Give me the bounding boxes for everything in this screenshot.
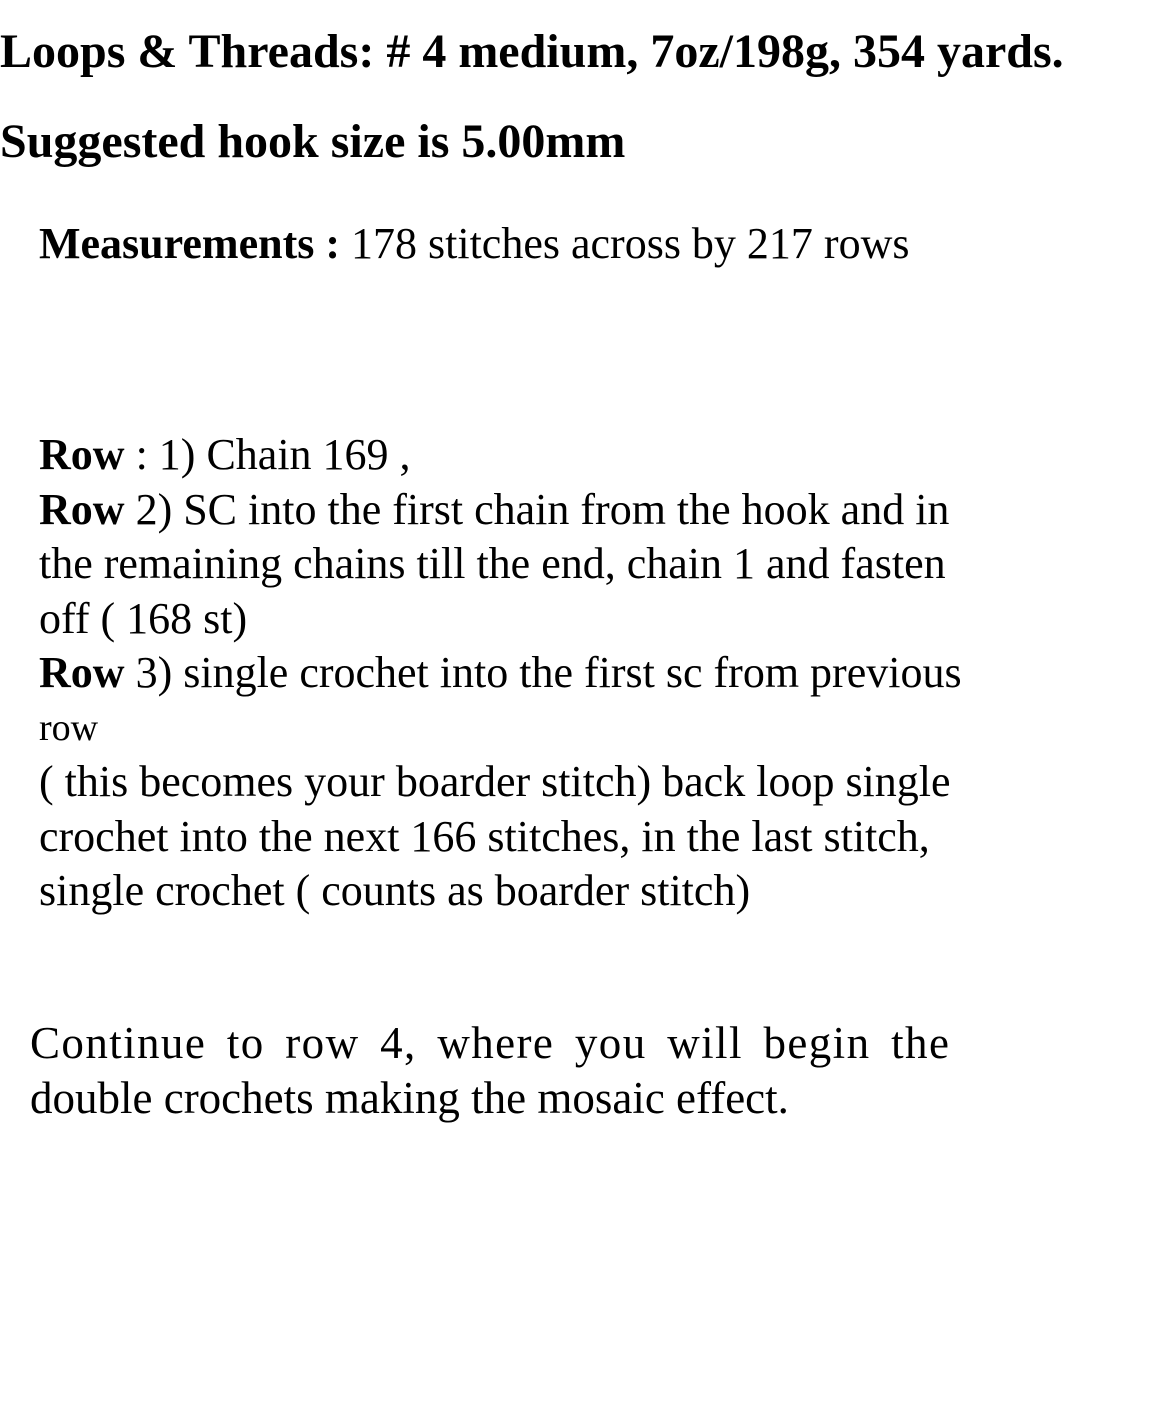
row-1 (39, 428, 1119, 483)
row-3-line-4: crochet into the next 166 stitches, in the last stitch, (39, 811, 930, 861)
row-2-line-3: off ( 168 st) (39, 593, 248, 643)
hook-size: Suggested hook size is 5.00mm (0, 115, 626, 168)
measurements (39, 216, 910, 272)
measurements-label: Measurements : (39, 219, 340, 268)
row-2-line-2: the remaining chains till the end, chain 1 and fasten (39, 539, 946, 588)
continue-note (30, 1016, 950, 1126)
row-instructions (39, 428, 1119, 919)
row-2-line-1 (39, 483, 1119, 538)
row-2-label: Row (39, 484, 125, 534)
row-3-line-2: row (39, 706, 99, 749)
row-3-line-5: single crochet ( counts as boarder stitch) (39, 866, 751, 915)
yarn-info: Loops & Threads: # 4 medium, 7oz/198g, 354 yards. (0, 25, 1064, 78)
row-3-label: Row (39, 648, 125, 697)
continue-line-1: Continue to row 4, where you will begin the (30, 1018, 951, 1068)
row-1-label: Row (39, 430, 125, 479)
row-1-text: : 1) Chain 169 , (124, 430, 411, 479)
row-3-text-1: 3) single crochet into the first sc from previous (124, 648, 962, 697)
continue-line-2: double crochets making the mosaic effect. (30, 1073, 789, 1123)
row-3-line-3: ( this becomes your boarder stitch) back loop single (39, 757, 951, 806)
row-3-line-1 (39, 646, 1119, 701)
measurements-value: 178 stitches across by 217 rows (340, 219, 910, 268)
row-2-text-1: 2) SC into the first chain from the hook and in (124, 484, 950, 534)
